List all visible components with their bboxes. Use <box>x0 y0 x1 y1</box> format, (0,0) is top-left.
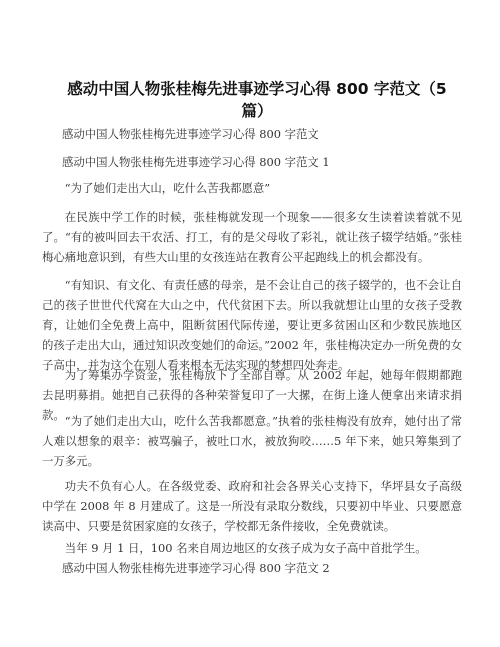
document-title: 感动中国人物张桂梅先进事迹学习心得 800 字范文（5 篇） <box>67 80 447 120</box>
subtitle-line: 感动中国人物张桂梅先进事迹学习心得 800 字范文 <box>62 127 319 141</box>
quote-heading: “为了她们走出大山，吃什么苦我都愿意” <box>64 181 271 195</box>
paragraph-2: “有知识、有文化、有责任感的母亲，是不会让自己的孩子辍学的，也不会让自己的孩子世世代代窝在大山之中，代代贫困下去。所以我就想让山里的女孩子受教育，让她们全免费上高中，阻断贫困代际传递，要让更多贫困山区和少数民族地区的孩子走出大山，通过知识改变她们的命运。”2002 年，张桂梅决定办一所免费的女子高中，并为这个在别人看来根本无法实现的梦想四处奔走。 <box>42 278 463 372</box>
paragraph-5: 功夫不负有心人。在各级党委、政府和社会各界关心支持下，华坪县女子高级中学在 2008 年 8 月建成了。这是一所没有录取分数线，只要初中毕业、只要愿意读高中、只要是贫困家庭的女孩子，学校都无条件接收，全免费就读。 <box>42 479 462 533</box>
section-heading-2: 感动中国人物张桂梅先进事迹学习心得 800 字范文 2 <box>62 561 330 575</box>
paragraph-4: “为了她们走出大山，吃什么苦我都愿意。”执着的张桂梅没有放弃，她付出了常人难以想象的艰辛：被骂骗子，被吐口水，被放狗咬……5 年下来，她只筹集到了一万多元。 <box>42 414 462 468</box>
paragraph-1: 在民族中学工作的时候，张桂梅就发现一个现象——很多女生读着读着就不见了。“有的被叫回去干农活、打工，有的是父母收了彩礼，就让孩子辍学结婚。”张桂梅心痛地意识到，有些大山里的女孩连站在教育公平起跑线上的机会都没有。 <box>42 210 462 264</box>
section-heading-1: 感动中国人物张桂梅先进事迹学习心得 800 字范文 1 <box>62 155 330 169</box>
paragraph-3: 为了筹集办学资金，张桂梅放下了全部自尊。从 2002 年起，她每年假期都跑去昆明募捐。她把自己获得的各种荣誉复印了一大摞，在街上逢人便拿出来请求捐款。 <box>42 368 462 422</box>
paragraph-6: 当年 9 月 1 日，100 名来自周边地区的女孩子成为女子高中首批学生。 <box>64 541 427 555</box>
